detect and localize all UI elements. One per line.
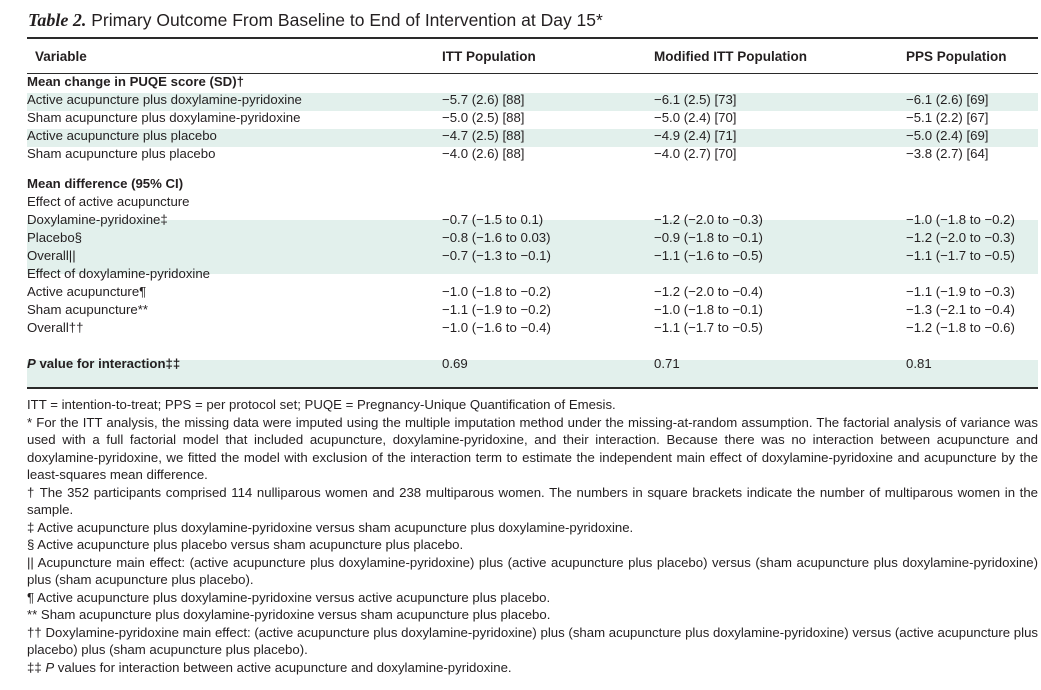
cell-itt: −5.7 (2.6) [88] — [442, 92, 525, 107]
cell-mitt: −1.2 (−2.0 to −0.4) — [654, 284, 763, 299]
cell-itt: −4.7 (2.5) [88] — [442, 128, 525, 143]
footnote-parallel: || Acupuncture main effect: (active acupuncture plus doxylamine-pyridoxine) plus (active acupuncture plus placebo) versus (sham acupuncture plus doxylamine-pyridoxine) plus (sham acupuncture plus placebo). — [27, 554, 1038, 587]
cell-itt: −1.1 (−1.9 to −0.2) — [442, 302, 551, 317]
cell-mitt: −6.1 (2.5) [73] — [654, 92, 737, 107]
header-rule — [27, 73, 1038, 74]
cell-mitt: −5.0 (2.4) [70] — [654, 110, 737, 125]
spacer-row — [27, 337, 1038, 350]
cell-itt: −1.0 (−1.8 to −0.2) — [442, 284, 551, 299]
table-row — [27, 283, 1038, 301]
row-label: Doxylamine-pyridoxine‡ — [27, 212, 168, 227]
cell-mitt: −1.1 (−1.6 to −0.5) — [654, 248, 763, 263]
cell-itt: −0.7 (−1.3 to −0.1) — [442, 248, 551, 263]
section-heading-row — [27, 175, 1038, 193]
footnote-abbreviations: ITT = intention-to-treat; PPS = per protocol set; PUQE = Pregnancy-Unique Quantification of Emesis. — [27, 397, 616, 412]
footnote-section: § Active acupuncture plus placebo versus sham acupuncture plus placebo. — [27, 537, 464, 552]
outcome-table — [27, 39, 1038, 377]
cell-mitt: −4.0 (2.7) [70] — [654, 146, 737, 161]
row-label: Sham acupuncture** — [27, 302, 148, 317]
cell-mitt: −1.2 (−2.0 to −0.3) — [654, 212, 763, 227]
footnote-p-italic: P — [45, 659, 55, 675]
table-row — [27, 301, 1038, 319]
cell-pps: −5.1 (2.2) [67] — [906, 110, 989, 125]
cell-itt: −5.0 (2.5) [88] — [442, 110, 525, 125]
table-row — [27, 109, 1038, 127]
footnote-p-interaction — [27, 659, 1038, 677]
row-label: Active acupuncture plus placebo — [27, 128, 217, 143]
table-number: Table 2. — [28, 10, 87, 30]
footnote-symbol: ‡‡ — [27, 659, 46, 675]
subgroup-heading-row — [27, 265, 1038, 283]
footnote-double-dagger-2: †† Doxylamine-pyridoxine main effect: (active acupuncture plus doxylamine-pyridoxine) plus (sham acupuncture plus doxylamine-pyridoxine) versus (active acupuncture plus placebo) plus (sham acupuncture plus placebo). — [27, 624, 1038, 657]
cell-mitt: −1.1 (−1.7 to −0.5) — [654, 320, 763, 335]
cell-pps: 0.81 — [906, 356, 932, 371]
cell-pps: −1.1 (−1.7 to −0.5) — [906, 248, 1015, 263]
bottom-rule — [27, 387, 1038, 389]
section-heading: Mean change in PUQE score (SD)† — [27, 74, 244, 89]
table-row — [27, 91, 1038, 109]
header-row — [27, 39, 1038, 73]
cell-itt: 0.69 — [442, 356, 468, 371]
table-title — [28, 8, 1038, 32]
cell-itt: −0.8 (−1.6 to 0.03) — [442, 230, 551, 245]
table-row — [27, 319, 1038, 337]
row-label: Sham acupuncture plus doxylamine-pyridoxine — [27, 110, 301, 125]
table-row — [27, 127, 1038, 145]
col-header-variable: Variable — [35, 48, 87, 64]
footnotes — [27, 396, 1038, 676]
cell-pps: −5.0 (2.4) [69] — [906, 128, 989, 143]
cell-itt: −1.0 (−1.6 to −0.4) — [442, 320, 551, 335]
cell-itt: −0.7 (−1.5 to 0.1) — [442, 212, 544, 227]
col-header-itt: ITT Population — [442, 48, 536, 64]
row-label: Active acupuncture¶ — [27, 284, 147, 299]
table-row — [27, 211, 1038, 229]
cell-mitt: −1.0 (−1.8 to −0.1) — [654, 302, 763, 317]
p-italic: P — [27, 356, 36, 371]
subgroup-heading: Effect of doxylamine-pyridoxine — [27, 266, 211, 281]
cell-mitt: −4.9 (2.4) [71] — [654, 128, 737, 143]
cell-pps: −1.0 (−1.8 to −0.2) — [906, 212, 1015, 227]
row-label: Placebo§ — [27, 230, 82, 245]
row-label: Active acupuncture plus doxylamine-pyridoxine — [27, 92, 302, 107]
footnote-double-dagger: ‡ Active acupuncture plus doxylamine-pyridoxine versus sham acupuncture plus doxylamine-pyridoxine. — [27, 519, 634, 535]
row-label: Overall|| — [27, 248, 76, 263]
col-header-mitt: Modified ITT Population — [654, 48, 807, 64]
table-row — [27, 247, 1038, 265]
footnote-p-text: values for interaction between active acupuncture and doxylamine-pyridoxine. — [54, 659, 512, 675]
table-title-text: Primary Outcome From Baseline to End of Intervention at Day 15* — [91, 10, 603, 30]
row-label: Sham acupuncture plus placebo — [27, 146, 216, 161]
footnote-star: * For the ITT analysis, the missing data were imputed using the multiple imputation method under the missing-at-random assumption. The factorial analysis of variance was used with a full factorial model that included acupuncture, doxylamine-pyridoxine, and their interaction. Because there was no interaction between acupuncture and doxylamine-pyridoxine, we fitted the model with exclusion of the interaction term to estimate the independent main effect of doxylamine-pyridoxine and acupuncture by the least-squares mean difference. — [27, 414, 1038, 482]
p-value-row — [27, 350, 1038, 377]
cell-pps: −1.2 (−2.0 to −0.3) — [906, 230, 1015, 245]
cell-mitt: 0.71 — [654, 356, 680, 371]
footnote-double-star: ** Sham acupuncture plus doxylamine-pyridoxine versus sham acupuncture plus placebo. — [27, 607, 551, 622]
cell-pps: −1.3 (−2.1 to −0.4) — [906, 302, 1015, 317]
footnote-dagger: † The 352 participants comprised 114 nulliparous women and 238 multiparous women. The numbers in square brackets indicate the number of multiparous women in the sample. — [27, 484, 1038, 517]
table-row — [27, 145, 1038, 163]
cell-itt: −4.0 (2.6) [88] — [442, 146, 525, 161]
cell-pps: −3.8 (2.7) [64] — [906, 146, 989, 161]
cell-mitt: −0.9 (−1.8 to −0.1) — [654, 230, 763, 245]
col-header-pps: PPS Population — [906, 48, 1007, 64]
subgroup-heading: Effect of active acupuncture — [27, 194, 190, 209]
section-heading: Mean difference (95% CI) — [27, 176, 184, 191]
p-value-label — [27, 350, 442, 377]
row-label: Overall†† — [27, 320, 84, 335]
cell-pps: −6.1 (2.6) [69] — [906, 92, 989, 107]
subgroup-heading-row — [27, 193, 1038, 211]
section-heading-row — [27, 73, 1038, 91]
spacer-row — [27, 163, 1038, 175]
table-row — [27, 229, 1038, 247]
cell-pps: −1.1 (−1.9 to −0.3) — [906, 284, 1015, 299]
cell-pps: −1.2 (−1.8 to −0.6) — [906, 320, 1015, 335]
footnote-pilcrow: ¶ Active acupuncture plus doxylamine-pyridoxine versus active acupuncture plus placebo. — [27, 589, 551, 605]
p-label-rest: value for interaction‡‡ — [35, 356, 181, 371]
